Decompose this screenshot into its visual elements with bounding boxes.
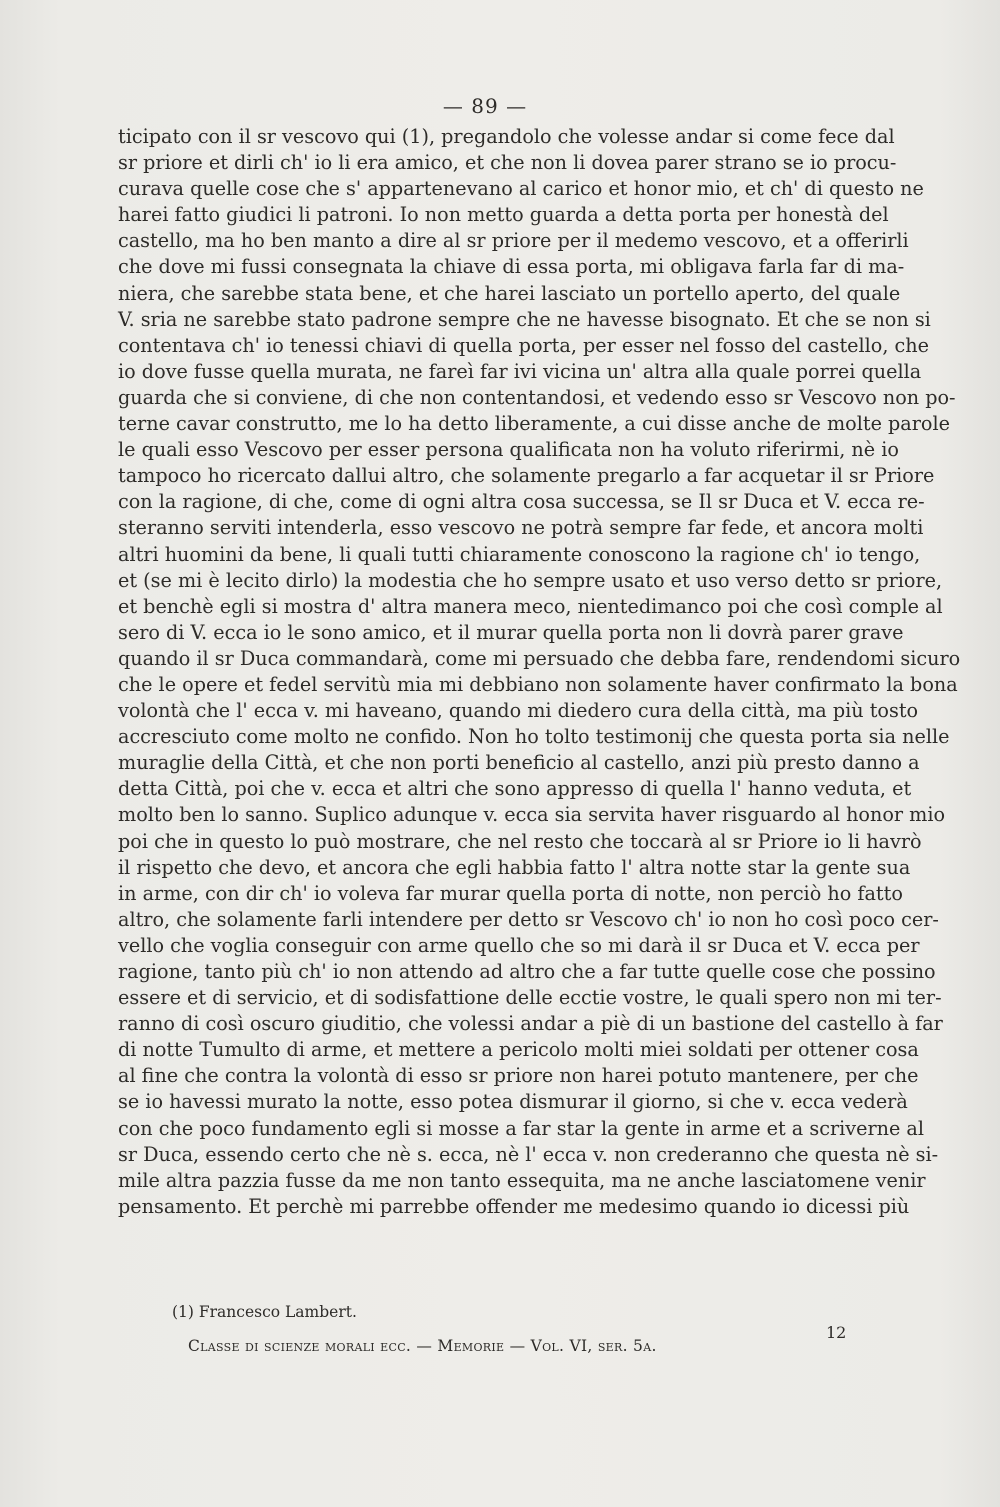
text-line: V. sria ne sarebbe stato padrone sempre che ne havesse bisognato. Et che se non si bbox=[118, 307, 931, 331]
text-line: muraglie della Città, et che non porti beneficio al castello, anzi più presto danno a bbox=[118, 751, 920, 775]
running-footer: Classe di scienze morali ecc. — Memorie — Vol. VI, ser. 5a. bbox=[188, 1337, 657, 1355]
text-line: molto ben lo sanno. Suplico adunque v. ecca sia servita haver risguardo al honor mio bbox=[118, 803, 946, 827]
text-line: terne cavar construtto, me lo ha detto liberamente, a cui disse anche de molte parole bbox=[118, 412, 950, 436]
text-line: et (se mi è lecito dirlo) la modestia che ho sempre usato et uso verso detto sr priore, bbox=[118, 568, 943, 592]
text-line: volontà che l' ecca v. mi haveano, quando mi diedero cura della città, ma più tosto bbox=[118, 699, 919, 723]
page-number: — 89 — bbox=[442, 94, 528, 118]
text-line: io dove fusse quella murata, ne fareì far ivi vicina un' altra alla quale porrei quella bbox=[118, 359, 922, 383]
text-line: pensamento. Et perchè mi parrebbe offender me medesimo quando io dicessi più bbox=[118, 1194, 910, 1218]
text-line: con la ragione, di che, come di ogni altra cosa successa, se Il sr Duca et V. ecca re- bbox=[118, 490, 925, 514]
text-line: se io havessi murato la notte, esso potea dismurar il giorno, si che v. ecca vederà bbox=[118, 1090, 908, 1114]
text-line: et benchè egli si mostra d' altra manera meco, nientedimanco poi che così comple al bbox=[118, 594, 943, 618]
text-line: quando il sr Duca commandarà, come mi persuado che debba fare, rendendomi sicuro bbox=[118, 646, 961, 670]
text-line: tampoco ho ricercato dallui altro, che solamente pregarlo a far acquetar il sr Priore bbox=[118, 464, 935, 488]
footnote: (1) Francesco Lambert. bbox=[172, 1303, 357, 1321]
text-line: harei fatto giudici li patroni. Io non metto guarda a detta porta per honestà del bbox=[118, 203, 889, 227]
text-line: ranno di così oscuro giuditio, che volessi andar a piè di un bastione del castello à far bbox=[118, 1012, 943, 1036]
text-line: niera, che sarebbe stata bene, et che harei lasciato un portello aperto, del quale bbox=[118, 281, 901, 305]
text-line: altri huomini da bene, li quali tutti chiaramente conoscono la ragione ch' io tengo, bbox=[118, 542, 921, 566]
text-line: steranno serviti intenderla, esso vescovo ne potrà sempre far fede, et ancora molti bbox=[118, 516, 924, 540]
text-line: contentava ch' io tenessi chiavi di quella porta, per esser nel fosso del castello, che bbox=[118, 333, 929, 357]
text-line: ticipato con il sr vescovo qui (1), pregandolo che volesse andar si come fece dal bbox=[118, 125, 895, 148]
text-line: in arme, con dir ch' io voleva far murar quella porta di notte, non perciò ho fatto bbox=[118, 881, 903, 905]
text-line: altro, che solamente farli intendere per detto sr Vescovo ch' io non ho così poco cer- bbox=[118, 907, 939, 931]
text-line: che le opere et fedel servitù mia mi debbiano non solamente haver confirmato la bona bbox=[118, 672, 958, 696]
text-line: castello, ma ho ben manto a dire al sr priore per il medemo vescovo, et a offerirli bbox=[118, 229, 909, 253]
text-line: essere et di servicio, et di sodisfattione delle ecctie vostre, le quali spero non mi ter- bbox=[118, 986, 942, 1010]
text-line: mile altra pazzia fusse da me non tanto essequita, ma ne anche lasciatomene venir bbox=[118, 1168, 926, 1192]
sheet-number: 12 bbox=[826, 1323, 847, 1342]
text-line: sr priore et dirli ch' io li era amico, et che non li dovea parer strano se io procu- bbox=[118, 151, 897, 175]
text-line: che dove mi fussi consegnata la chiave di essa porta, mi obligava farla far di ma- bbox=[118, 255, 905, 279]
text-line: curava quelle cose che s' appartenevano al carico et honor mio, et ch' di questo ne bbox=[118, 177, 924, 201]
text-line: sr Duca, essendo certo che nè s. ecca, nè l' ecca v. non crederanno che questa nè si- bbox=[118, 1142, 939, 1166]
text-line: le quali esso Vescovo per esser persona qualificata non ha voluto riferirmi, nè io bbox=[118, 438, 899, 462]
text-line: detta Città, poi che v. ecca et altri che sono appresso di quella l' hanno veduta, et bbox=[118, 777, 912, 801]
text-line: accresciuto come molto ne confido. Non ho tolto testimonij che questa porta sia nelle bbox=[118, 725, 950, 749]
text-line: il rispetto che devo, et ancora che egli habbia fatto l' altra notte star la gente sua bbox=[118, 855, 911, 879]
text-line: guarda che si conviene, di che non contentandosi, et vedendo esso sr Vescovo non po- bbox=[118, 385, 956, 409]
text-line: al fine che contra la volontà di esso sr priore non harei potuto mantenere, per che bbox=[118, 1064, 919, 1088]
text-line: vello che voglia conseguir con arme quello che so mi darà il sr Duca et V. ecca per bbox=[118, 933, 920, 957]
text-line: di notte Tumulto di arme, et mettere a pericolo molti miei soldati per ottener cosa bbox=[118, 1038, 919, 1062]
body-text bbox=[118, 124, 961, 1220]
text-line: sero di V. ecca io le sono amico, et il murar quella porta non li dovrà parer grave bbox=[118, 620, 904, 644]
text-line: poi che in questo lo può mostrare, che nel resto che toccarà al sr Priore io li havrò bbox=[118, 829, 922, 853]
text-line: con che poco fundamento egli si mosse a far star la gente in arme et a scriverne al bbox=[118, 1116, 925, 1140]
text-line: ragione, tanto più ch' io non attendo ad altro che a far tutte quelle cose che possino bbox=[118, 960, 936, 983]
